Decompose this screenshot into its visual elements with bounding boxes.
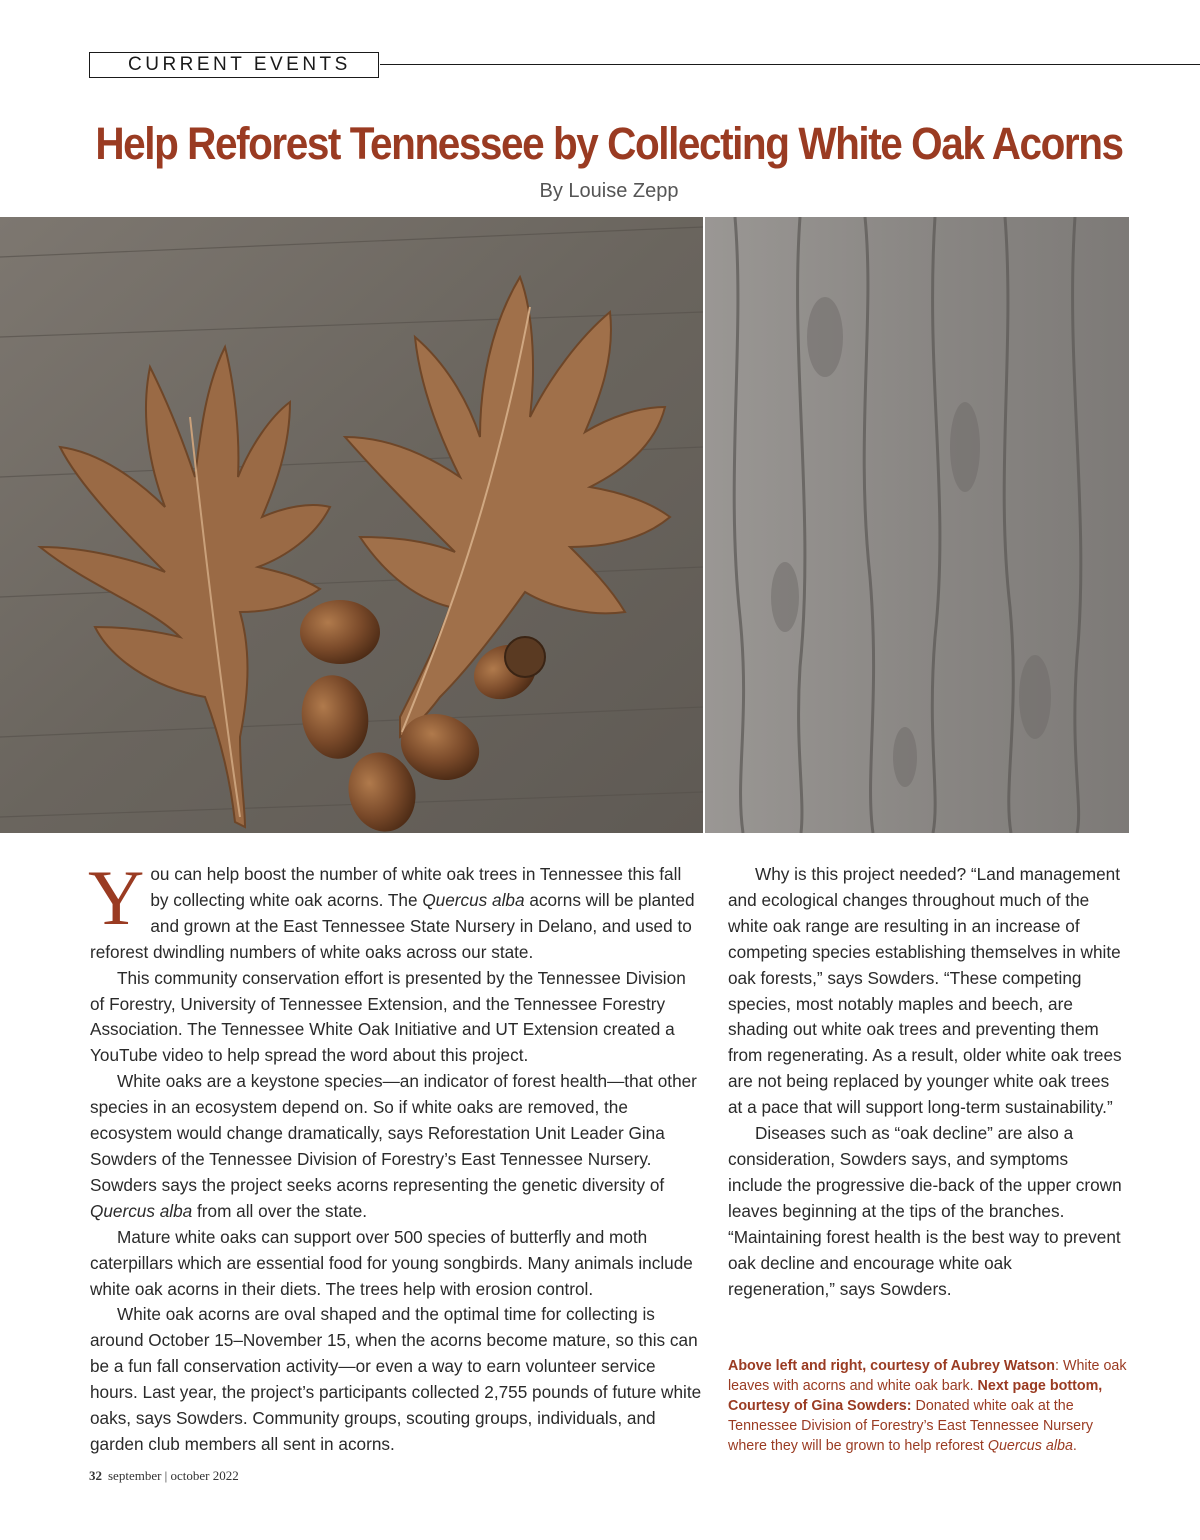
photo-oak-bark [705, 217, 1129, 833]
article-column-left [88, 854, 702, 1458]
paragraph-4: Mature white oaks can support over 500 species of butterfly and moth caterpillars which are essential food for young songbirds. Many animals include white oak acorns in their diets. The trees help with erosion control. [90, 1226, 693, 1299]
paragraph-7: Diseases such as “oak decline” are also a consideration, Sowders says, and symptoms include the progressive die-back of the upper crown leaves beginning at the tips of the branches. “Maintaining forest health is the best way to prevent oak decline and encourage white oak regeneration,” says Sowders. [728, 1123, 1122, 1299]
paragraph-6: Why is this project needed? “Land management and ecological changes throughout much of the white oak range are resulting in an increase of competing species establishing themselves in white oak forests,” says Sowders. “These competing species, most notably maples and beech, are shading out white oak trees and preventing them from regenerating. As a result, older white oak trees are not being replaced by younger white oak trees at a pace that will support long-term sustainability.” [728, 864, 1122, 1118]
photo-oak-leaves-acorns [0, 217, 703, 833]
drop-cap: Y [88, 854, 145, 941]
paragraph-5: White oak acorns are oval shaped and the optimal time for collecting is around October 15–November 15, when the acorns become mature, so this can be a fun fall conservation activity—or even a way to earn volunteer service hours. Last year, the project’s participants collected 2,755 pounds of future white oaks, says Sowders. Community groups, scouting groups, individuals, and garden club members all sent in acorns. [90, 1304, 702, 1454]
page-number: 32 [89, 1468, 102, 1483]
page-footer [89, 1468, 239, 1484]
article-title: Help Reforest Tennessee by Collecting White Oak Acorns [95, 118, 1123, 169]
article-column-right [728, 862, 1123, 1302]
photo-caption: Above left and right, courtesy of Aubrey Watson: White oak leaves with acorns and white oak bark. Next page bottom, Courtesy of Gina Sowders: Donated white oak at the Tennessee Division of Forestry’s East Tennessee Nursery where they will be grown to help reforest Quercus alba. [728, 1358, 1127, 1454]
article-byline: By Louise Zepp [539, 180, 679, 202]
section-rule [380, 64, 1200, 65]
section-label: CURRENT EVENTS [89, 52, 379, 78]
paragraph-3: White oaks are a keystone species—an indicator of forest health—that other species in an ecosystem depend on. So if white oaks are removed, the ecosystem would change dramatically, says Reforestation Unit Leader Gina Sowders of the Tennessee Division of Forestry’s East Tennessee Nursery. Sowders says the project seeks acorns representing the genetic diversity of Quercus alba from all over the state. [90, 1071, 697, 1221]
issue-date: september | october 2022 [108, 1468, 239, 1483]
paragraph-2: This community conservation effort is presented by the Tennessee Division of Forestry, University of Tennessee Extension, and the Tennessee Forestry Association. The Tennessee White Oak Initiative and UT Extension created a YouTube video to help spread the word about this project. [90, 967, 686, 1066]
paragraph-1: You can help boost the number of white oak trees in Tennessee this fall by collecting white oak acorns. The Quercus alba acorns will be planted and grown at the East Tennessee State Nursery in Delano, and used to reforest dwindling numbers of white oaks across our state. [88, 854, 695, 962]
